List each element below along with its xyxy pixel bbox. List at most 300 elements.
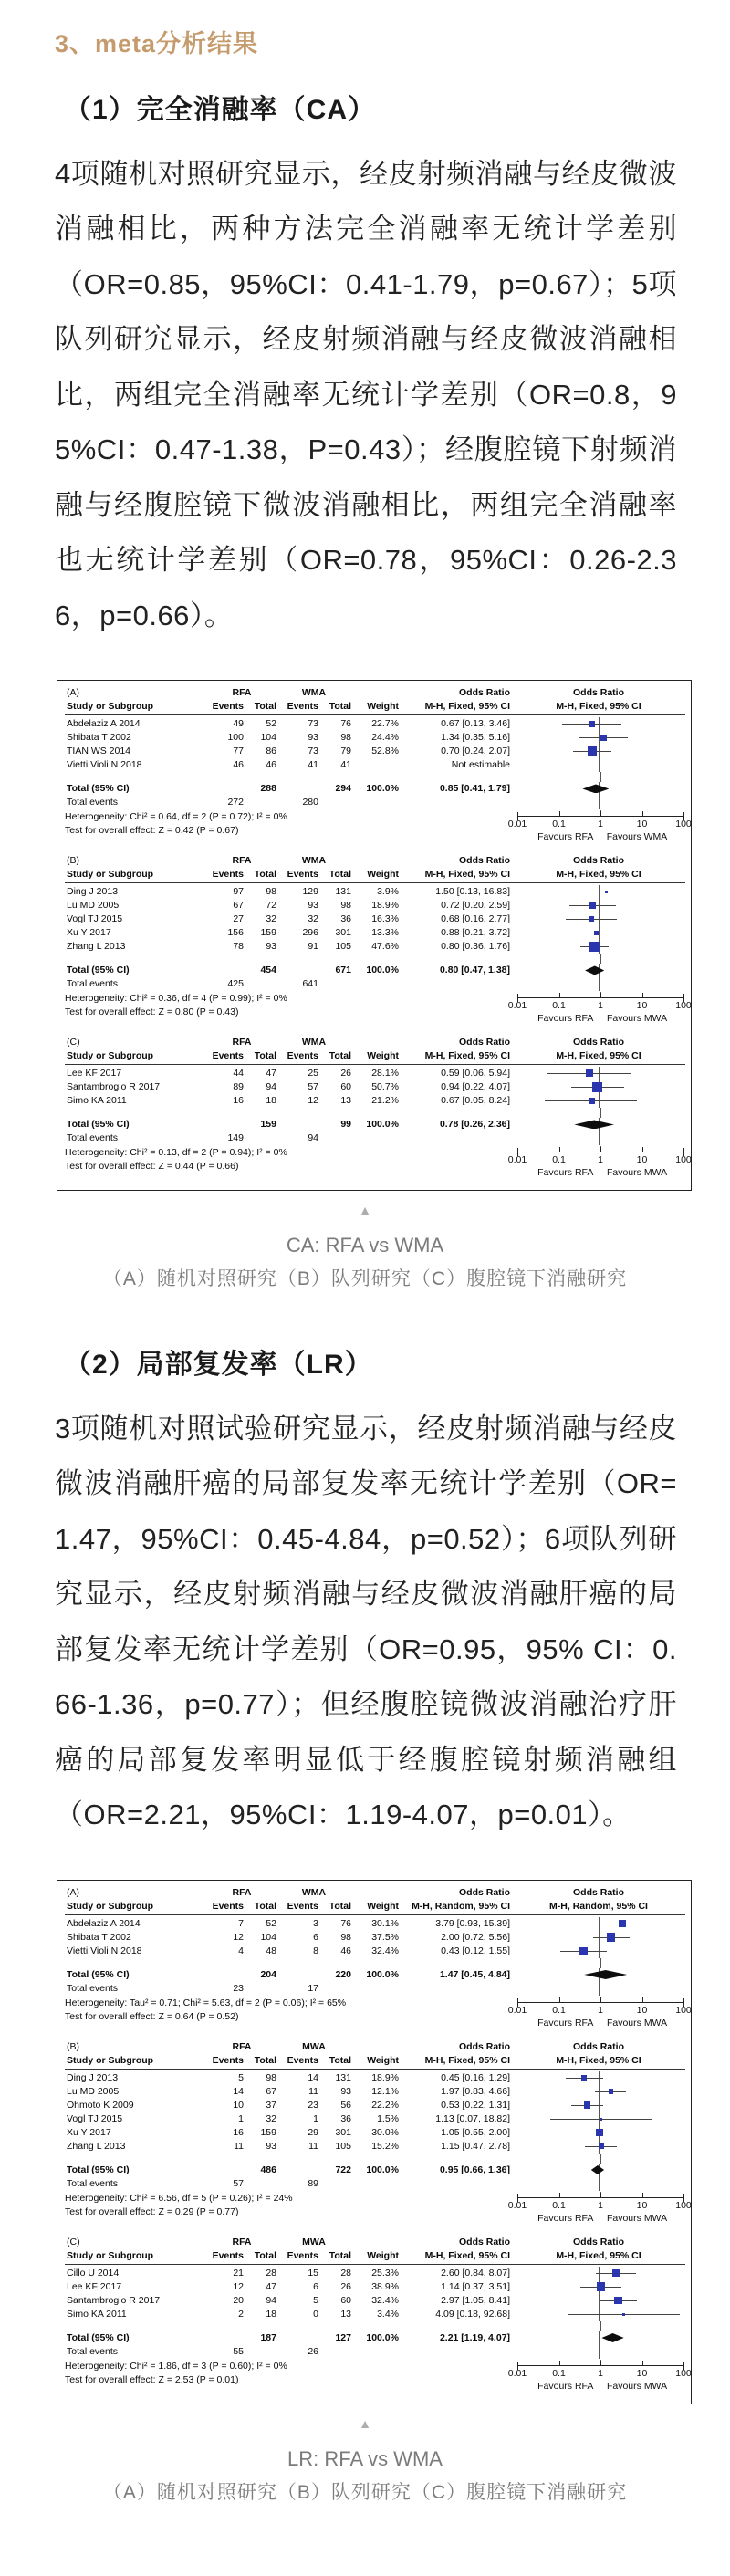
fp-col-weight: Weight: [367, 2054, 399, 2066]
events2: 11: [308, 2085, 318, 2097]
events2: 26: [308, 2345, 318, 2357]
events1: 12: [233, 1931, 244, 1943]
weight: 25.3%: [371, 2267, 399, 2279]
events2: 129: [302, 885, 318, 897]
axis-tick: [642, 2193, 643, 2197]
total2: 76: [340, 717, 351, 729]
header-rule: [65, 714, 685, 715]
fp-plot-cell: [516, 1982, 682, 1996]
weight: 30.0%: [371, 2126, 399, 2138]
study-name: Santambrogio R 2017: [67, 2294, 161, 2306]
fp-group2-label: MWA: [302, 2040, 326, 2052]
axis-tick: [559, 993, 560, 997]
fp-col-method-plot: M-H, Fixed, 95% CI: [556, 868, 641, 880]
total2: 131: [335, 885, 351, 897]
events2: 280: [302, 796, 318, 808]
log-axis: [507, 810, 692, 847]
events1: 44: [233, 1067, 244, 1079]
axis-tick-label: 0.1: [552, 818, 566, 829]
fp-plot-cell: [516, 977, 682, 991]
fp-study-row: [65, 940, 685, 954]
axis-tick-label: 100: [675, 2004, 692, 2016]
events2: 3: [313, 1917, 318, 1929]
axis-line: [517, 816, 683, 817]
fp-total-events-row: [65, 1982, 685, 1996]
fp-notes: [65, 2360, 517, 2387]
fp-plot-cell: [517, 2154, 683, 2164]
total2: 13: [340, 1094, 351, 1106]
fp-footer-row: [65, 1146, 692, 1183]
fp-group2-label: WMA: [301, 1886, 327, 1898]
axis-tick-label: 0.1: [552, 1153, 566, 1165]
total2: 36: [340, 2112, 351, 2124]
total2: 127: [335, 2331, 351, 2343]
fp-plot-cell: [516, 2085, 682, 2099]
fp-plot-cell: [516, 1917, 682, 1931]
total1: 48: [266, 1945, 276, 1956]
page-title: 3、meta分析结果: [55, 30, 259, 57]
total2: 98: [340, 899, 351, 911]
effect-square-marker: [599, 2143, 604, 2149]
effect-square-marker: [589, 902, 596, 909]
axis-tick-label: 0.1: [552, 2199, 566, 2211]
fp-plot-cell: [516, 1067, 682, 1080]
axis-tick: [642, 993, 643, 997]
fp-plot-cell: [516, 2308, 682, 2321]
ci-text: 0.94 [0.22, 4.07]: [441, 1080, 510, 1092]
total2: 98: [340, 731, 351, 743]
fp-group-header-row: [65, 854, 685, 868]
total1: 159: [260, 1118, 276, 1130]
axis-tick: [600, 1147, 601, 1152]
fp-section-label: (B): [67, 854, 79, 866]
events2: 296: [302, 926, 318, 938]
fp-col-events2: Events: [287, 700, 318, 712]
fp-effect-header: Odds Ratio: [458, 686, 510, 698]
study-name: Lu MD 2005: [67, 2085, 120, 2097]
axis-tick: [642, 2361, 643, 2365]
events1: 156: [227, 926, 244, 938]
fp-plot-cell: [516, 2280, 682, 2294]
favours-left-label: Favours RFA: [537, 2017, 594, 2028]
forest-plot-lr: [57, 1880, 692, 2404]
fp-study-row: [65, 926, 685, 940]
triangle-up-icon: ▲: [359, 1202, 371, 1217]
events1: 2: [238, 2308, 244, 2320]
fp-col-total1: Total: [254, 2249, 276, 2261]
fp-col-events2: Events: [287, 2054, 318, 2066]
total-events-label: Total events: [67, 977, 119, 989]
total1: 52: [266, 717, 276, 729]
fp-group2-label: WMA: [301, 854, 327, 866]
fp-total-row: [65, 964, 685, 977]
fp-plot-cell: [516, 2071, 682, 2085]
forest-section-A: [65, 1886, 692, 2033]
total2: 26: [340, 1067, 351, 1079]
study-name: Abdelaziz A 2014: [67, 1917, 141, 1929]
pooled-diamond: [585, 965, 604, 975]
ci-text: 1.14 [0.37, 3.51]: [441, 2280, 510, 2292]
study-name: Lee KF 2017: [67, 1067, 122, 1079]
total2: 60: [340, 2294, 351, 2306]
total2: 301: [335, 926, 351, 938]
total2: 79: [340, 745, 351, 756]
study-name: Lee KF 2017: [67, 2280, 122, 2292]
fp-col-events1: Events: [212, 868, 244, 880]
fp-total-events-row: [65, 2177, 685, 2191]
fp-col-method: M-H, Fixed, 95% CI: [424, 700, 510, 712]
study-name: Xu Y 2017: [67, 926, 111, 938]
ci-text: 0.80 [0.36, 1.76]: [441, 940, 510, 952]
ci-text: 0.95 [0.66, 1.36]: [439, 2164, 510, 2175]
section-local-recurrence: [0, 1341, 730, 2511]
fp-notes: [65, 1997, 517, 2024]
fp-plot-cell: [516, 2164, 682, 2177]
fp-col-total1: Total: [254, 1900, 276, 1912]
total1: 72: [266, 899, 276, 911]
total-label: Total (95% CI): [67, 1968, 130, 1980]
axis-tick-label: 100: [675, 818, 692, 829]
axis-tick: [600, 2193, 601, 2197]
ci-text: 2.00 [0.72, 5.56]: [441, 1931, 510, 1943]
fp-col-study: Study or Subgroup: [67, 1900, 154, 1912]
events1: 10: [233, 2099, 244, 2111]
fp-column-header-row: [65, 2249, 685, 2263]
effect-square-marker: [592, 1082, 602, 1092]
overall-effect-note: Test for overall effect: Z = 0.42 (P = 0.67): [65, 824, 239, 836]
fp-study-row: [65, 2085, 685, 2099]
total2: 98: [340, 1931, 351, 1943]
fp-study-row: [65, 2099, 685, 2112]
fp-col-method-plot: M-H, Fixed, 95% CI: [556, 2054, 641, 2066]
events2: 15: [308, 2267, 318, 2279]
total2: 46: [340, 1945, 351, 1956]
fp-study-row: [65, 731, 685, 745]
fp-group-header-row: [65, 2236, 685, 2249]
effect-square-marker: [581, 2075, 588, 2081]
total1: 46: [266, 758, 276, 770]
favours-right-label: Favours MWA: [606, 1166, 668, 1178]
axis-tick-label: 100: [675, 999, 692, 1011]
fp-section-label: (A): [67, 686, 79, 698]
total2: 26: [340, 2280, 351, 2292]
fp-plot-cell: [516, 2294, 682, 2308]
fp-study-row: [65, 885, 685, 899]
fp-group-header-row: [65, 2040, 685, 2054]
fp-section-label: (A): [67, 1886, 79, 1898]
favours-right-label: Favours MWA: [606, 2380, 668, 2392]
effect-square-marker: [589, 1098, 595, 1104]
axis-tick-label: 0.01: [507, 818, 527, 829]
favours-left-label: Favours RFA: [537, 2380, 594, 2392]
forest-section-B: [65, 2040, 692, 2228]
log-axis: [507, 1146, 692, 1183]
fp-plot-cell: [516, 926, 682, 940]
total1: 52: [266, 1917, 276, 1929]
fp-total-events-row: [65, 977, 685, 991]
study-name: Zhang L 2013: [67, 2140, 126, 2152]
weight: 13.3%: [371, 926, 399, 938]
total1: 288: [260, 782, 276, 794]
fp-group1-label: RFA: [232, 2040, 252, 2052]
fp-column-header-row: [65, 2054, 685, 2068]
fp-col-total2: Total: [328, 868, 351, 880]
weight: 52.8%: [371, 745, 399, 756]
weight: 32.4%: [371, 1945, 399, 1956]
pooled-diamond: [582, 784, 609, 793]
weight: 50.7%: [371, 1080, 399, 1092]
fp-effect-header: Odds Ratio: [458, 854, 510, 866]
fp-col-total1: Total: [254, 868, 276, 880]
axis-tick-label: 1: [598, 818, 603, 829]
fp-column-header-row: [65, 1900, 685, 1914]
total2: 76: [340, 1917, 351, 1929]
pooled-diamond: [591, 2165, 604, 2174]
events2: 1: [313, 2112, 318, 2124]
axis-tick-label: 10: [636, 1153, 648, 1165]
fp-study-row: [65, 1080, 685, 1094]
axis-tick: [642, 811, 643, 816]
total-label: Total (95% CI): [67, 2164, 130, 2175]
events1: 11: [234, 2140, 244, 2152]
total2: 671: [335, 964, 351, 975]
favours-left-label: Favours RFA: [537, 1166, 594, 1178]
weight: 47.6%: [371, 940, 399, 952]
total2: 93: [340, 2085, 351, 2097]
fp-plot-cell: [516, 731, 682, 745]
axis-tick-label: 1: [598, 1153, 603, 1165]
weight: 22.7%: [371, 717, 399, 729]
total2: 301: [335, 2126, 351, 2138]
axis-tick: [600, 2361, 601, 2365]
fp-effect-header: Odds Ratio: [458, 1036, 510, 1048]
total2: 99: [340, 1118, 351, 1130]
fp-plot-cell: [517, 772, 683, 782]
ci-text: 2.97 [1.05, 8.41]: [441, 2294, 510, 2306]
events1: 14: [233, 2085, 244, 2097]
total1: 98: [266, 2071, 276, 2083]
fp-col-method: M-H, Fixed, 95% CI: [424, 2054, 510, 2066]
axis-tick-label: 0.1: [552, 2367, 566, 2379]
total1: 204: [260, 1968, 276, 1980]
fp-plot-cell: [516, 1080, 682, 1094]
effect-square-marker: [605, 891, 608, 893]
ci-text: 0.67 [0.13, 3.46]: [441, 717, 510, 729]
heterogeneity-note: Heterogeneity: Tau² = 0.71; Chi² = 5.63, df = 2 (P = 0.06); I² = 65%: [65, 1997, 347, 2008]
weight: 100.0%: [366, 964, 399, 975]
fp-col-method-plot: M-H, Fixed, 95% CI: [556, 1049, 641, 1061]
favours-right-label: Favours WMA: [606, 830, 668, 842]
total2: 56: [340, 2099, 351, 2111]
events2: 73: [308, 717, 318, 729]
paragraph-lr: 3项随机对照试验研究显示，经皮射频消融与经皮微波消融肝癌的局部复发率无统计学差别（OR=1.47，95%CI：0.45-4.84，p=0.52）；6项队列研究显示，经皮射频消融与经皮微波消融肝癌的局部复发率无统计学差别（OR=0.95，95% CI：0.66-1.36，p=0.77）；但经腹腔镜微波消融治疗肝癌的局部复发率明显低于经腹腔镜射频消融组（OR=2.21，95%CI：1.19-4.07，p=0.01）。: [55, 1413, 677, 1831]
total2: 131: [335, 2071, 351, 2083]
events2: 93: [308, 899, 318, 911]
events1: 425: [227, 977, 244, 989]
total-events-label: Total events: [67, 796, 119, 808]
axis-tick-label: 1: [598, 2004, 603, 2016]
fp-effect-header-plot: Odds Ratio: [572, 1036, 624, 1048]
fp-plot-cell: [516, 2140, 682, 2154]
fp-total-row: [65, 2164, 685, 2177]
total1: 159: [260, 926, 276, 938]
fp-plot-cell: [516, 1118, 682, 1132]
section-heading-lr: （2）局部复发率（LR）: [64, 1350, 373, 1381]
axis-tick: [559, 811, 560, 816]
fp-study-row: [65, 1931, 685, 1945]
fp-col-study: Study or Subgroup: [67, 2054, 154, 2066]
fp-col-events1: Events: [212, 700, 244, 712]
fp-study-row: [65, 1945, 685, 1958]
fp-group1-label: RFA: [232, 1886, 252, 1898]
events2: 8: [313, 1945, 318, 1956]
events1: 57: [233, 2177, 244, 2189]
fp-col-total2: Total: [328, 2249, 351, 2261]
events1: 12: [233, 2280, 244, 2292]
events1: 23: [233, 1982, 244, 1994]
effect-square-marker: [586, 1069, 593, 1077]
axis-tick: [559, 2193, 560, 2197]
fp-col-weight: Weight: [367, 700, 399, 712]
fp-group-header-row: [65, 686, 685, 700]
axis-tick: [600, 993, 601, 997]
effect-square-marker: [622, 2313, 625, 2316]
fp-total-row: [65, 782, 685, 796]
study-name: Vogl TJ 2015: [67, 2112, 123, 2124]
weight: 100.0%: [366, 2164, 399, 2175]
header-rule: [65, 1914, 685, 1915]
fp-plot-cell: [516, 885, 682, 899]
total1: 94: [266, 2294, 276, 2306]
fp-effect-header-plot: Odds Ratio: [572, 2236, 624, 2247]
study-name: Lu MD 2005: [67, 899, 120, 911]
events1: 77: [233, 745, 244, 756]
events2: 17: [308, 1982, 318, 1994]
ci-text: 0.88 [0.21, 3.72]: [441, 926, 510, 938]
fp-col-weight: Weight: [367, 1900, 399, 1912]
weight: 22.2%: [371, 2099, 399, 2111]
study-name: Simo KA 2011: [67, 2308, 127, 2320]
fp-col-total1: Total: [254, 2054, 276, 2066]
fp-plot-cell: [516, 782, 682, 796]
header-rule: [65, 2264, 685, 2265]
fp-col-weight: Weight: [367, 868, 399, 880]
events1: 89: [233, 1080, 244, 1092]
fp-plot-cell: [517, 2321, 683, 2331]
events2: 89: [308, 2177, 318, 2189]
total1: 93: [266, 2140, 276, 2152]
ci-text: 1.15 [0.47, 2.78]: [441, 2140, 510, 2152]
axis-tick-label: 100: [675, 2199, 692, 2211]
ci-text: 0.80 [0.47, 1.38]: [439, 964, 510, 975]
pooled-diamond: [574, 1120, 614, 1129]
axis-tick-label: 0.1: [552, 999, 566, 1011]
axis-tick-label: 0.01: [507, 2004, 527, 2016]
fp-study-row: [65, 1917, 685, 1931]
log-axis: [507, 1997, 692, 2033]
fp-col-method-plot: M-H, Random, 95% CI: [549, 1900, 648, 1912]
total1: 28: [266, 2267, 276, 2279]
fp-section-label: (C): [67, 1036, 80, 1048]
fp-plot-cell: [516, 1931, 682, 1945]
total2: 294: [335, 782, 351, 794]
weight: 100.0%: [366, 1968, 399, 1980]
fp-column-header-row: [65, 868, 685, 881]
axis-tick-label: 10: [636, 2199, 648, 2211]
ci-text: 0.67 [0.05, 8.24]: [441, 1094, 510, 1106]
effect-square-marker: [619, 1920, 626, 1927]
fp-section-label: (C): [67, 2236, 80, 2247]
fp-footer-row: [65, 810, 692, 847]
weight: 3.9%: [377, 885, 399, 897]
fp-spacer-row: [65, 1958, 685, 1968]
ci-text: 0.59 [0.06, 5.94]: [441, 1067, 510, 1079]
section-heading-ca: （1）完全消融率（CA）: [64, 95, 377, 125]
fp-plot-cell: [517, 1108, 683, 1118]
axis-tick: [559, 1147, 560, 1152]
weight: 37.5%: [371, 1931, 399, 1943]
fp-plot-cell: [516, 2112, 682, 2126]
fp-group-header-row: [65, 1886, 685, 1900]
total1: 187: [260, 2331, 276, 2343]
total2: 722: [335, 2164, 351, 2175]
effect-square-marker: [579, 1947, 588, 1955]
ci-text: 2.21 [1.19, 4.07]: [439, 2331, 510, 2343]
ci-text: 0.70 [0.24, 2.07]: [441, 745, 510, 756]
axis-tick-label: 1: [598, 999, 603, 1011]
heterogeneity-note: Heterogeneity: Chi² = 0.36, df = 4 (P = 0.99); I² = 0%: [65, 992, 287, 1004]
forest-section-A: [65, 686, 692, 847]
favours-left-label: Favours RFA: [537, 2212, 594, 2224]
overall-effect-note: Test for overall effect: Z = 0.80 (P = 0.43): [65, 1006, 239, 1017]
fp-study-row: [65, 2280, 685, 2294]
fp-total-events-row: [65, 2345, 685, 2359]
fp-total-events-row: [65, 796, 685, 809]
fp-spacer-row: [65, 772, 685, 782]
fp-effect-header-plot: Odds Ratio: [572, 2040, 624, 2052]
effect-square-marker: [614, 2297, 622, 2305]
weight: 100.0%: [366, 1118, 399, 1130]
fp-group2-label: MWA: [302, 2236, 326, 2247]
total-label: Total (95% CI): [67, 1118, 130, 1130]
fp-group2-label: WMA: [301, 686, 327, 698]
fp-col-events2: Events: [287, 868, 318, 880]
ci-text: 1.34 [0.35, 5.16]: [441, 731, 510, 743]
fp-column-header-row: [65, 700, 685, 714]
fp-study-row: [65, 913, 685, 926]
fp-effect-header: Odds Ratio: [458, 1886, 510, 1898]
events2: 25: [308, 1067, 318, 1079]
fp-footer-row: [65, 1997, 692, 2033]
fp-plot-cell: [516, 1094, 682, 1108]
effect-square-marker: [589, 916, 594, 922]
events1: 27: [233, 913, 244, 924]
fp-plot-cell: [516, 796, 682, 809]
study-name: Santambrogio R 2017: [67, 1080, 161, 1092]
events2: 94: [308, 1132, 318, 1143]
events2: 73: [308, 745, 318, 756]
total1: 37: [266, 2099, 276, 2111]
fp-spacer-row: [65, 2154, 685, 2164]
study-name: Shibata T 2002: [67, 1931, 131, 1943]
axis-tick: [642, 1997, 643, 2002]
total1: 86: [266, 745, 276, 756]
fp-plot-cell: [516, 2177, 682, 2191]
fp-col-events2: Events: [287, 2249, 318, 2261]
fp-plot-cell: [516, 2267, 682, 2280]
ci-text: 0.53 [0.22, 1.31]: [441, 2099, 510, 2111]
fp-study-row: [65, 2140, 685, 2154]
